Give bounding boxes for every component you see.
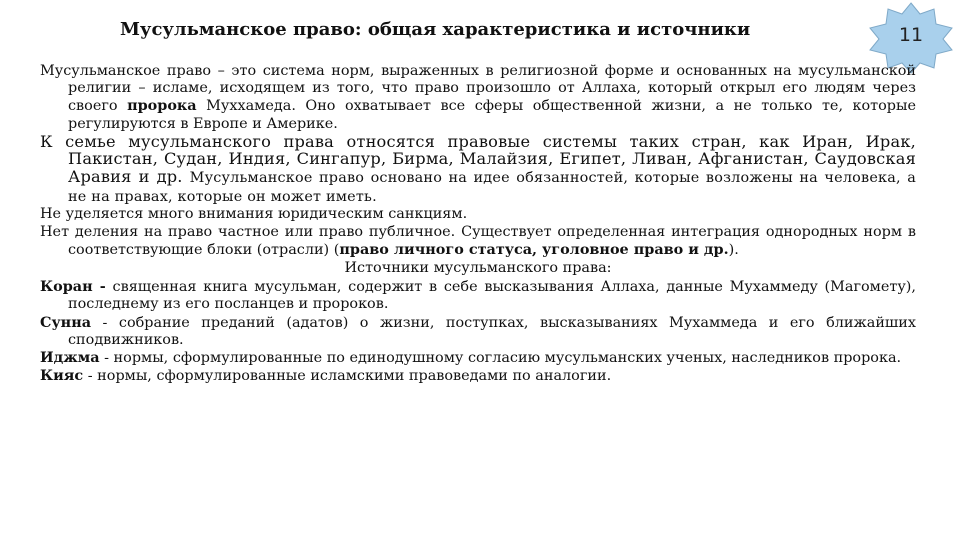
paragraph-division — [40, 224, 916, 259]
slide-title: Мусульманское право: общая характеристика и источники — [120, 19, 751, 40]
text-segment-bold: пророка — [127, 97, 197, 115]
term-koran: Коран - — [40, 278, 106, 296]
page-number: 11 — [898, 24, 924, 46]
text-segment: К семье мусульманского права относятся правовые системы таких стран, как Иран, Ирак, Пакистан, Судан, Индия, Сингапур, Бирма, Малайзия, Египет, Ливан, Афганистан, Саудовская Аравия и др. — [40, 131, 916, 186]
source-qiyas — [40, 367, 916, 385]
term-sunna: Сунна — [40, 313, 92, 331]
text-segment: Нет деления на право частное или право публичное. Существует определенная интеграция однородных норм в соответствующие блоки (отрасли) ( — [40, 223, 916, 258]
text-segment-bold: право личного статуса, уголовное право и др. — [339, 240, 729, 258]
text-segment: священная книга мусульман, содержит в себе высказывания Аллаха, данные Мухаммеду (Магомету), последнему из его посланцев и пророков. — [68, 279, 916, 313]
term-ijma: Иджма — [40, 349, 100, 367]
source-ijma — [40, 349, 916, 367]
text-segment: ). — [728, 241, 739, 258]
slide-body — [40, 63, 916, 385]
text-segment: Муххамеда. Оно охватывает все сферы общественной жизни, а не только те, которые регулируются в Европе и Америке. — [68, 98, 916, 132]
text-segment: Мусульманское право основано на идее обязанностей, которые возложены на человека, а не на правах, которые он может иметь. — [68, 169, 916, 206]
text-segment: Не уделяется много внимания юридическим санкциям. — [40, 206, 468, 223]
source-koran — [40, 278, 916, 313]
sources-heading — [40, 260, 916, 277]
source-sunna — [40, 314, 916, 349]
term-qiyas: Кияс — [40, 367, 84, 385]
text-segment: Источники мусульманского права: — [344, 260, 612, 277]
text-segment: - нормы, сформулированные по единодушному согласию мусульманских ученых, наследников пророка. — [99, 350, 902, 367]
paragraph-countries — [40, 133, 916, 207]
text-segment: - нормы, сформулированные исламскими правоведами по аналогии. — [83, 368, 612, 385]
paragraph-definition — [40, 63, 916, 133]
paragraph-sanctions — [40, 206, 916, 223]
text-segment: Мусульманское право – это система норм, выраженных в религиозной форме и основанных на мусульманской религии – исламе, исходящем из того, что право произошло от Аллаха, который открыл его людям через своего — [40, 63, 916, 115]
text-segment: - собрание преданий (адатов) о жизни, поступках, высказываниях Мухаммеда и его ближайших сподвижников. — [68, 314, 916, 348]
